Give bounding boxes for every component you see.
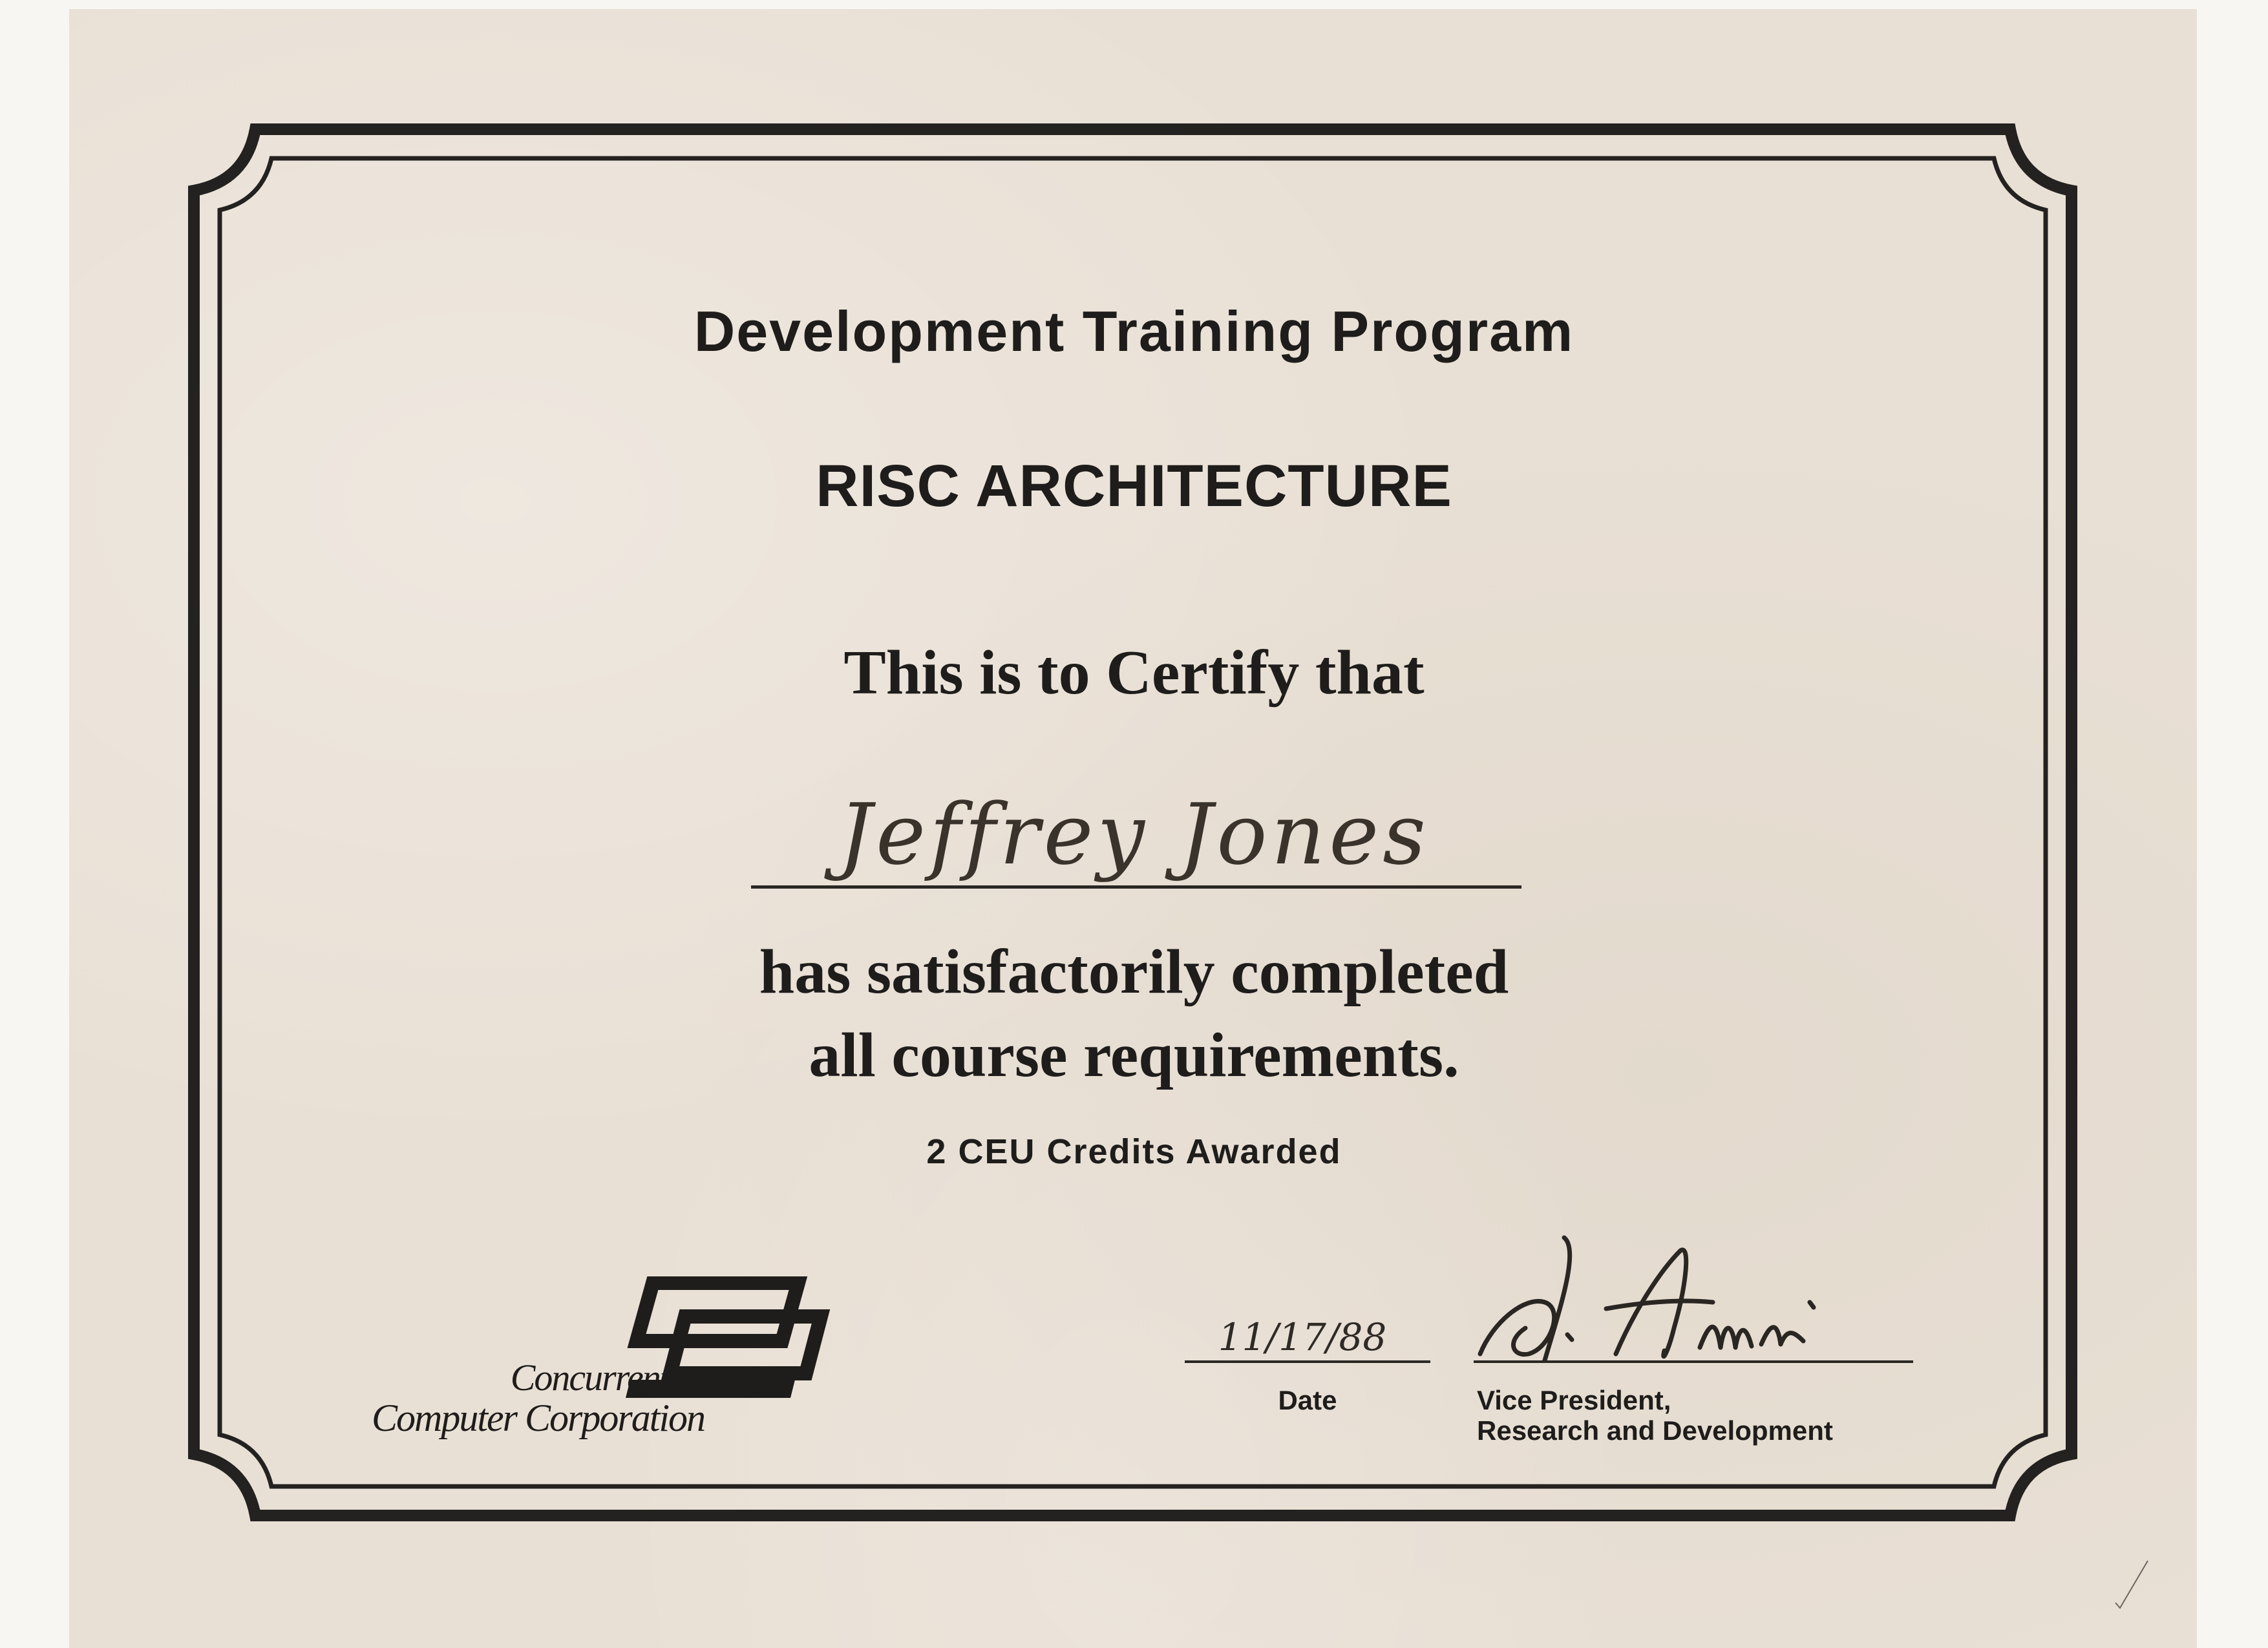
signer-title-line2: Research and Development bbox=[1477, 1415, 1833, 1446]
course-title: RISC ARCHITECTURE bbox=[816, 453, 1452, 519]
completion-statement-line1: has satisfactorily completed bbox=[759, 937, 1509, 1007]
recipient-name-rule bbox=[751, 885, 1521, 889]
signature-rule bbox=[1474, 1360, 1913, 1363]
certify-statement: This is to Certify that bbox=[843, 638, 1425, 708]
date-rule bbox=[1185, 1360, 1430, 1363]
program-title: Development Training Program bbox=[694, 299, 1574, 363]
pencil-mark bbox=[2112, 1558, 2151, 1609]
company-name-line2: Computer Corporation bbox=[372, 1397, 705, 1439]
date-value: 11/17/88 bbox=[1218, 1315, 1387, 1359]
signer-title-line1: Vice President, bbox=[1477, 1385, 1671, 1415]
recipient-name: Jeffrey Jones bbox=[838, 785, 1430, 883]
completion-statement-line2: all course requirements. bbox=[809, 1020, 1459, 1090]
date-label: Date bbox=[1278, 1385, 1337, 1415]
credits-awarded: 2 CEU Credits Awarded bbox=[926, 1132, 1342, 1171]
handwritten-signature-icon bbox=[1467, 1225, 1855, 1373]
company-name-line1: Concurrent bbox=[510, 1357, 669, 1399]
